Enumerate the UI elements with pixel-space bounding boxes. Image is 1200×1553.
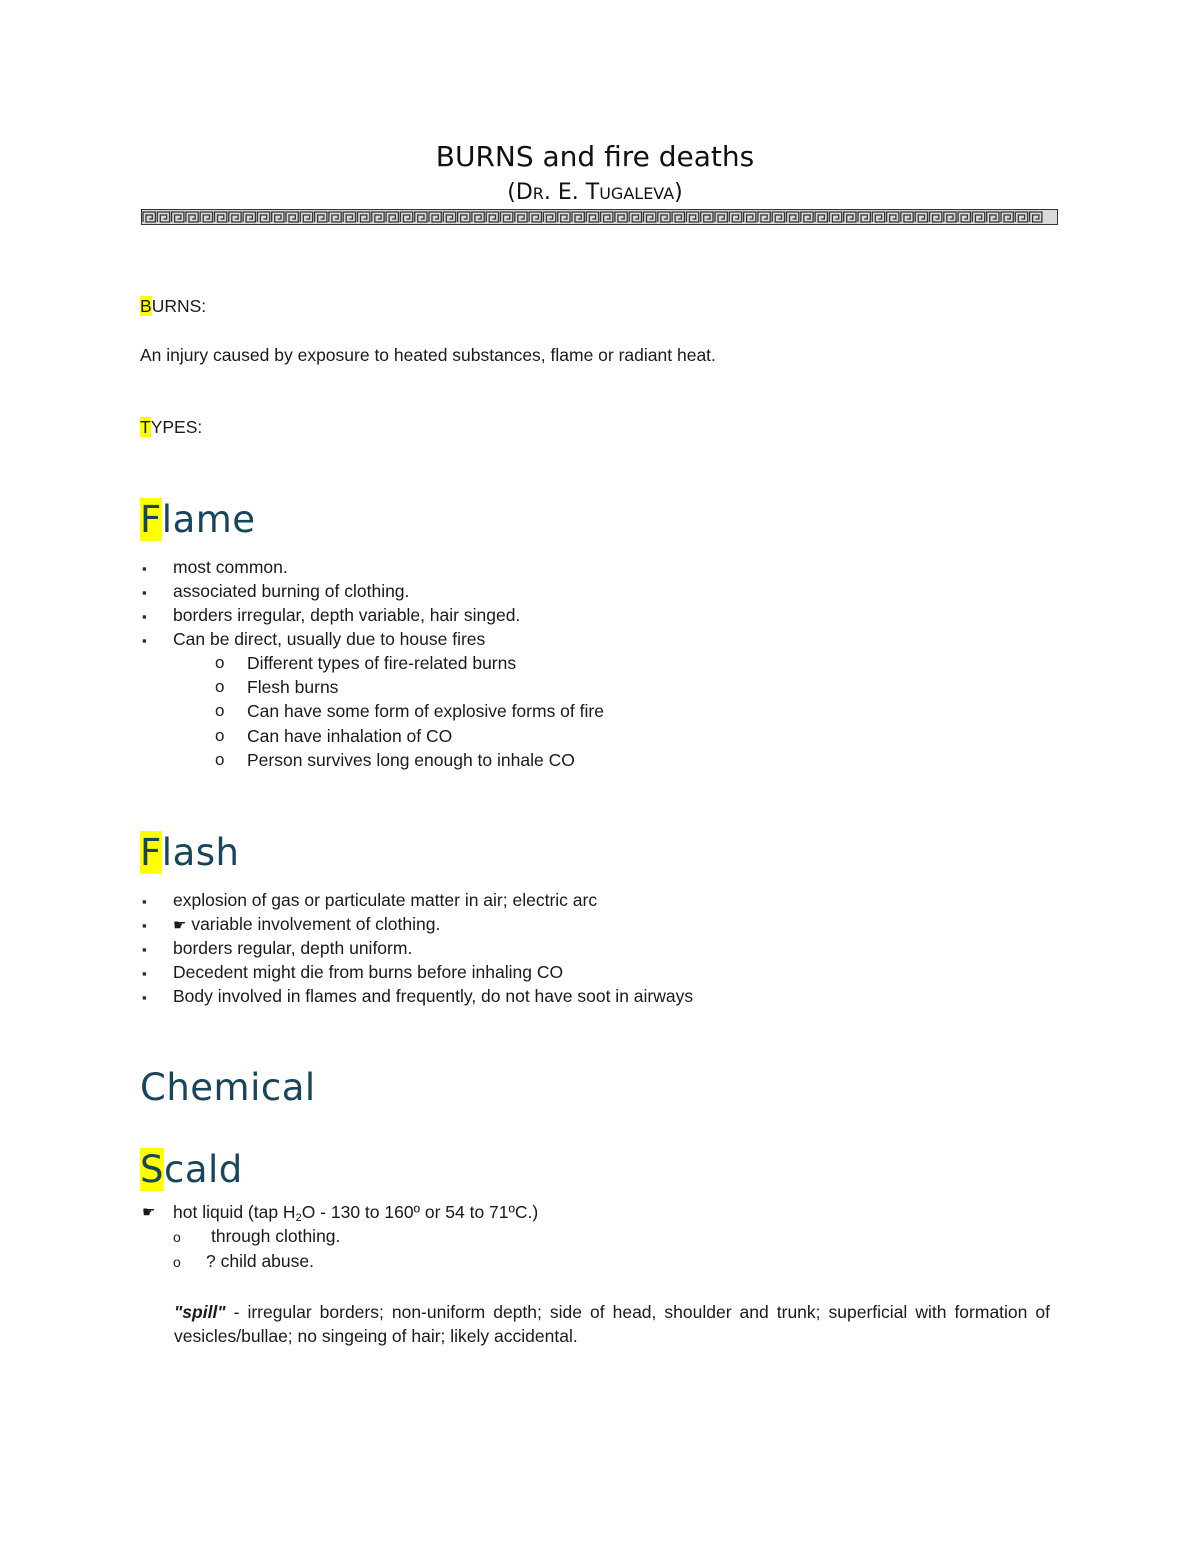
list-item bbox=[142, 560, 147, 578]
greek-key-border-art bbox=[142, 210, 1057, 224]
spill-description: - irregular borders; non-uniform depth; side of head, shoulder and trunk; superficial with formation of vesicles/bullae; no singeing of hair; likely accidental. bbox=[174, 1302, 1050, 1346]
flame-subitem-text: Can have inhalation of CO bbox=[247, 726, 453, 746]
spill-term: "spill" bbox=[174, 1302, 226, 1322]
flame-subitem-text: Flesh burns bbox=[247, 677, 339, 697]
list-item bbox=[142, 965, 147, 983]
flame-heading bbox=[140, 498, 256, 541]
bullet-icon: ▪ bbox=[142, 966, 147, 981]
flame-item-text: associated burning of clothing. bbox=[173, 581, 410, 601]
pointing-hand-icon: ☛ bbox=[142, 1204, 156, 1221]
burns-definition: An injury caused by exposure to heated substances, flame or radiant heat. bbox=[140, 345, 716, 365]
scald-heading-rest: cald bbox=[164, 1148, 243, 1191]
sub-bullet-icon: o bbox=[215, 701, 225, 720]
scald-item-part-b: O - 130 to 160º or 54 to 71ºC.) bbox=[301, 1202, 539, 1222]
bullet-icon: ▪ bbox=[142, 561, 147, 576]
list-item bbox=[142, 989, 147, 1007]
burns-label-highlight: B bbox=[140, 296, 152, 316]
flame-subitem-text: Different types of fire-related burns bbox=[247, 653, 517, 673]
author-surname-rest: UGALEVA bbox=[599, 184, 675, 203]
author-open-paren: ( bbox=[507, 180, 516, 205]
burns-label-rest: URNS: bbox=[151, 296, 207, 316]
flame-subitem-text: Can have some form of explosive forms of fire bbox=[247, 701, 604, 721]
bullet-icon: ▪ bbox=[142, 585, 147, 600]
list-item bbox=[142, 893, 147, 911]
flash-item-text: Body involved in flames and frequently, do not have soot in airways bbox=[173, 986, 694, 1006]
sub-bullet-icon: o bbox=[215, 750, 225, 769]
bullet-icon: ▪ bbox=[142, 633, 147, 648]
types-label bbox=[140, 417, 202, 438]
author-d: D bbox=[515, 180, 533, 205]
bullet-icon: ▪ bbox=[142, 990, 147, 1005]
types-label-rest: YPES: bbox=[150, 417, 203, 437]
scald-item-subscript: 2 bbox=[295, 1212, 302, 1224]
list-item bbox=[142, 584, 147, 602]
flame-subitem-text: Person survives long enough to inhale CO bbox=[247, 750, 575, 770]
flash-item-text bbox=[173, 914, 440, 935]
pointing-hand-icon: ☛ bbox=[173, 917, 187, 934]
greek-key-border bbox=[141, 209, 1058, 225]
list-item bbox=[142, 917, 147, 935]
flame-item-text: Can be direct, usually due to house fires bbox=[173, 629, 486, 649]
scald-item-part-a: hot liquid (tap H bbox=[173, 1202, 296, 1222]
flash-item-text: explosion of gas or particulate matter in air; electric arc bbox=[173, 890, 598, 910]
flame-heading-highlight: F bbox=[140, 498, 162, 541]
flash-item-text: Decedent might die from burns before inhaling CO bbox=[173, 962, 564, 982]
flame-item-text: most common. bbox=[173, 557, 288, 577]
scald-heading-highlight: S bbox=[140, 1148, 164, 1191]
scald-heading bbox=[140, 1148, 243, 1191]
sub-bullet-icon: o bbox=[215, 677, 225, 696]
burns-label bbox=[140, 296, 206, 317]
flash-item-text-content: variable involvement of clothing. bbox=[191, 914, 441, 934]
spill-paragraph bbox=[174, 1300, 1050, 1348]
list-item bbox=[142, 632, 147, 650]
sub-bullet-icon: o bbox=[215, 653, 225, 672]
chemical-heading: Chemical bbox=[140, 1066, 316, 1109]
flame-item-text: borders irregular, depth variable, hair singed. bbox=[173, 605, 521, 625]
bullet-icon: ▪ bbox=[142, 609, 147, 624]
sub-bullet-icon: o bbox=[215, 726, 225, 745]
list-item bbox=[142, 608, 147, 626]
document-author bbox=[0, 180, 1190, 205]
types-label-highlight: T bbox=[140, 417, 151, 437]
list-item bbox=[142, 941, 147, 959]
bullet-icon: ▪ bbox=[142, 894, 147, 909]
author-initial: . E. bbox=[543, 180, 586, 205]
document-title: BURNS and fire deaths bbox=[435, 140, 755, 173]
flash-heading-highlight: F bbox=[140, 831, 162, 874]
bullet-icon: ▪ bbox=[142, 918, 147, 933]
scald-item-text bbox=[173, 1202, 538, 1224]
author-r: R bbox=[532, 184, 544, 203]
flame-heading-rest: lame bbox=[161, 498, 256, 541]
author-t: T bbox=[585, 180, 600, 205]
scald-subitem-text: ? child abuse. bbox=[206, 1251, 314, 1271]
sub-bullet-icon: o bbox=[173, 1229, 181, 1245]
flash-item-text: borders regular, depth uniform. bbox=[173, 938, 413, 958]
bullet-icon: ▪ bbox=[142, 942, 147, 957]
flash-heading bbox=[140, 831, 239, 874]
sub-bullet-icon: o bbox=[173, 1254, 181, 1270]
scald-subitem-text: through clothing. bbox=[211, 1226, 341, 1246]
flash-heading-rest: lash bbox=[161, 831, 240, 874]
author-close-paren: ) bbox=[674, 180, 683, 205]
